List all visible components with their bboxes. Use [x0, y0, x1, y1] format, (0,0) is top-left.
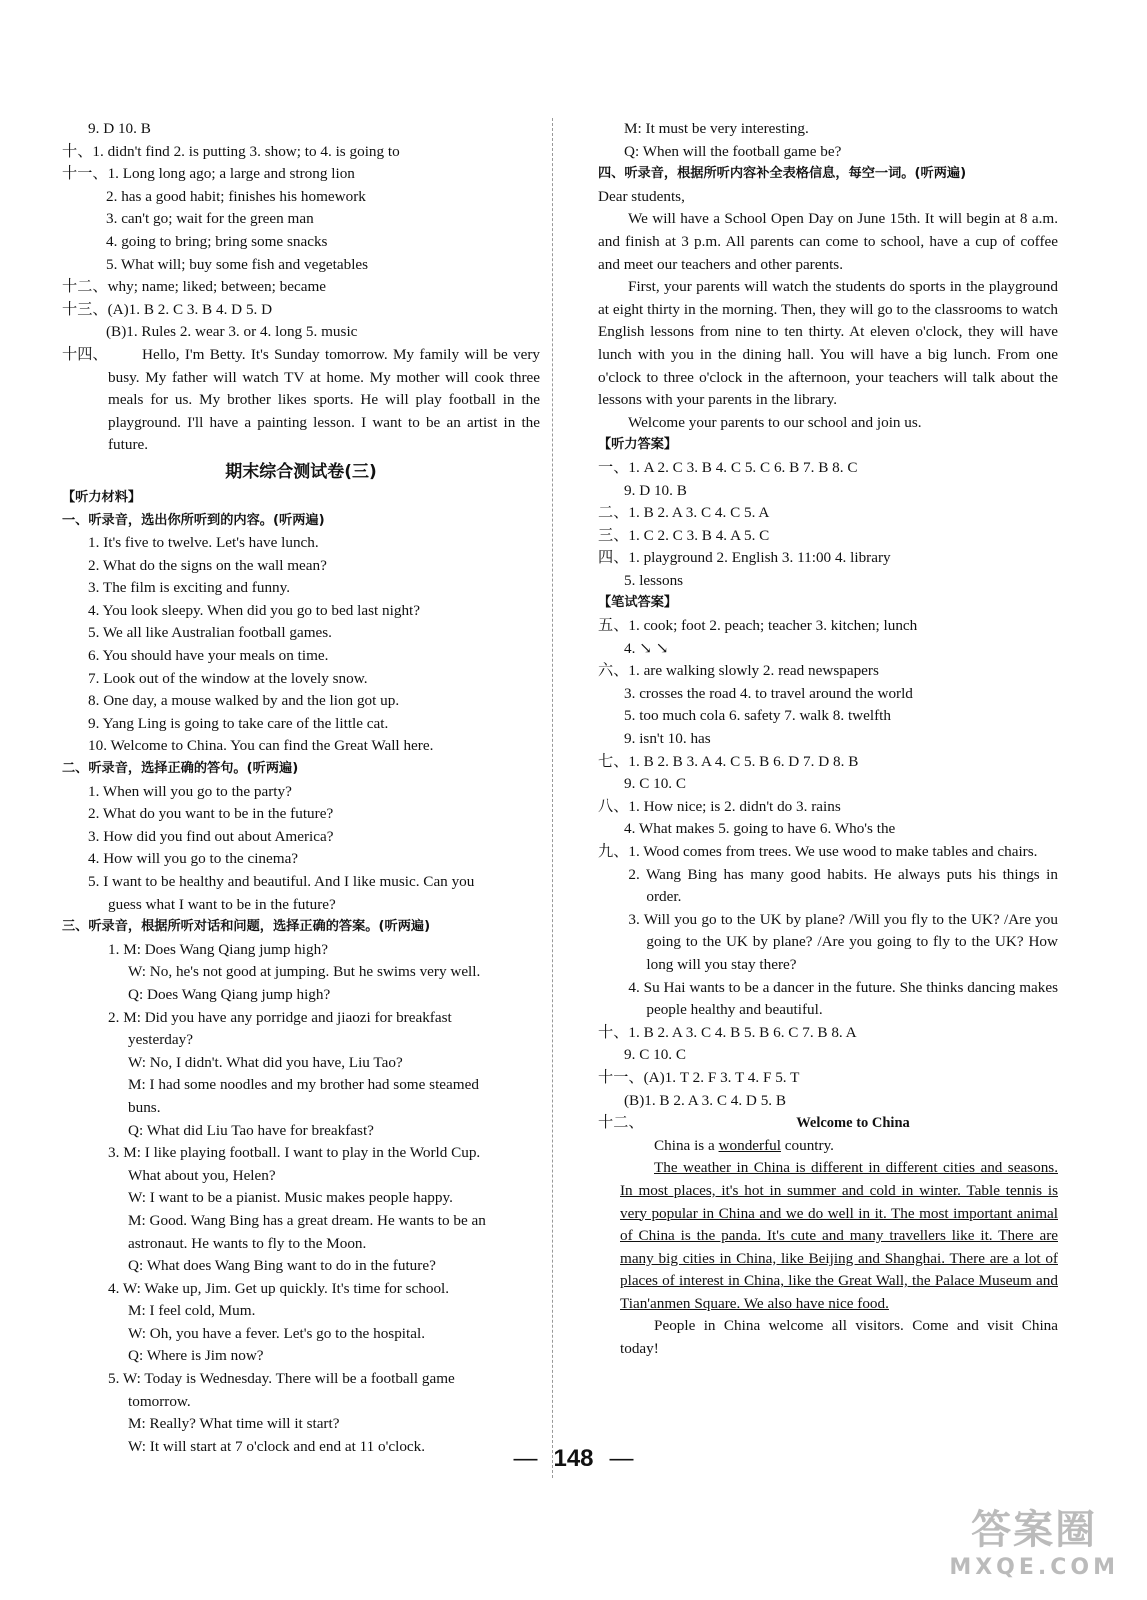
listening-answers-header: 【听力答案】 [598, 437, 678, 453]
essay-body: The weather in China is different in different cities and seasons. In most places, it's hot in summer and cold in winter. Table tennis is very popular in China and we do well in it. The most important animal of China is the panda. It's cute and many travellers like it. There are many big cities in China, like Beijing and Shanghai. There are a lot of places of interest in China, like the Great Wall, the Palace Museum and Tian'anmen Square. We also have nice food. [620, 1159, 1058, 1312]
listening-item: 4. You look sleepy. When did you go to bed last night? [88, 601, 420, 619]
dialogue-line: 4. W: Wake up, Jim. Get up quickly. It's time for school. [108, 1279, 450, 1297]
watermark-url: MXQE.COM [949, 1555, 1119, 1580]
question-14-text: Hello, I'm Betty. It's Sunday tomorrow. My family will be very busy. My father will watch TV at home. My mother will cook three meals for us. My brother likes sports. He will play football in the playground. I'll have a painting lesson. I want to be an artist in the future. [108, 345, 540, 454]
dialogue-line: 2. M: Did you have any porridge and jiaozi for breakfast [108, 1008, 452, 1026]
section-4-header: 四、听录音，根据所听内容补全表格信息，每空一词。(听两遍) [598, 166, 967, 182]
page-dash-left: — [513, 1445, 538, 1472]
sentence-answer: 2. Wang Bing has many good habits. He always puts his things in order. [628, 865, 1058, 906]
watermark-logo-text: 答案圈 [971, 1507, 1098, 1553]
dialogue-line: yesterday? [128, 1031, 193, 1049]
question-14 [62, 344, 540, 457]
answer-line: 5. lessons [624, 571, 684, 589]
answer-line: 六、1. are walking slowly 2. read newspapers [598, 662, 879, 680]
listening-item: 3. How did you find out about America? [88, 827, 334, 845]
listening-material-header: 【听力材料】 [62, 489, 142, 505]
question-12-header [598, 1112, 1058, 1135]
answer-line: 2. has a good habit; finishes his homework [106, 187, 366, 205]
letter-paragraph-3: Welcome your parents to our school and join us. [628, 413, 922, 431]
answer-line: 十一、1. Long long ago; a large and strong lion [62, 165, 355, 183]
dialogue-line: W: No, he's not good at jumping. But he swims very well. [128, 963, 481, 981]
dialogue-line: 3. M: I like playing football. I want to play in the World Cup. [108, 1144, 481, 1162]
answer-line: 十二、why; name; liked; between; became [62, 278, 327, 296]
listening-item: 6. You should have your meals on time. [88, 647, 329, 665]
dialogue-line: W: No, I didn't. What did you have, Liu Tao? [128, 1053, 403, 1071]
listening-item: 4. How will you go to the cinema? [88, 850, 299, 868]
answer-line: (B)1. B 2. A 3. C 4. D 5. B [624, 1091, 787, 1109]
section-2-item-5-line-1: 5. I want to be healthy and beautiful. And I like music. Can you [88, 873, 475, 890]
answer-line: 一、1. A 2. C 3. B 4. C 5. C 6. B 7. B 8. C [598, 458, 858, 476]
page-dash-right: — [609, 1445, 634, 1472]
answer-line: 9. D 10. B [88, 120, 151, 137]
answer-line: 十三、(A)1. B 2. C 3. B 4. D 5. D [62, 300, 273, 318]
answer-line: 二、1. B 2. A 3. C 4. C 5. A [598, 504, 770, 522]
answer-line: 9. D 10. B [624, 481, 687, 499]
listening-item: 3. The film is exciting and funny. [88, 579, 291, 597]
dialogue-line: W: Oh, you have a fever. Let's go to the hospital. [128, 1324, 425, 1342]
answer-line: 5. too much cola 6. safety 7. walk 8. twelfth [624, 707, 891, 725]
section-1-items [62, 532, 540, 758]
listening-item: 2. What do you want to be in the future? [88, 805, 334, 823]
question-12-label: 十二、 [598, 1114, 644, 1132]
dialogue-line: Q: What does Wang Bing want to do in the future? [128, 1257, 436, 1275]
answer-lines-top [62, 118, 540, 344]
dialogue-line: 1. M: Does Wang Qiang jump high? [108, 940, 328, 958]
sentence-answer: 4. Su Hai wants to be a dancer in the future. She thinks dancing makes people healthy and beautiful. [628, 978, 1058, 1019]
answer-line: 三、1. C 2. C 3. B 4. A 5. C [598, 526, 770, 544]
section-3-header: 三、听录音，根据所听对话和问题，选择正确的答案。(听两遍) [62, 919, 431, 935]
dialogue-continuation [598, 118, 1058, 163]
essay-ending: People in China welcome all visitors. Come and visit China today! [620, 1317, 1058, 1358]
dialogue-line: Q: Where is Jim now? [128, 1347, 264, 1365]
answer-line: 七、1. B 2. B 3. A 4. C 5. B 6. D 7. D 8. B [598, 752, 859, 770]
dialogue-line: M: I had some noodles and my brother had some steamed [128, 1076, 479, 1094]
section-2-item-5-line-2: guess what I want to be in the future? [108, 895, 336, 913]
answer-line: 3. crosses the road 4. to travel around the world [624, 684, 913, 702]
dialogue-line: Q: Does Wang Qiang jump high? [128, 985, 331, 1003]
sentence-answer: 3. Will you go to the UK by plane? /Will you fly to the UK? /Are you going to the UK by plane? /Are you going to fly to the UK? How long will you stay there? [628, 910, 1058, 973]
dialogue-line: Q: What did Liu Tao have for breakfast? [128, 1121, 374, 1139]
dialogue-line: astronaut. He wants to fly to the Moon. [128, 1234, 367, 1252]
listening-item: 8. One day, a mouse walked by and the lion got up. [88, 692, 400, 710]
answers-10-11 [598, 1022, 1058, 1112]
letter-paragraph-2: First, your parents will watch the students do sports in the playground at eight thirty in the morning. Then, they will go to the classrooms to watch English lessons from nine to ten thirty. At eleven o'clock, they will have lunch with you in the dining hall. You will have a big lunch. From one o'clock to three o'clock in the afternoon, your teachers will talk about the lessons with your parents in the library. [598, 278, 1058, 409]
essay-first-line [598, 1135, 1058, 1158]
dialogue-line: M: I feel cold, Mum. [128, 1302, 256, 1320]
question-14-label: 十四、 [62, 345, 108, 363]
dialogue-line: W: It will start at 7 o'clock and end at 11 o'clock. [128, 1437, 426, 1455]
answer-line: 4. going to bring; bring some snacks [106, 232, 328, 250]
section-2-header: 二、听录音，选择正确的答句。(听两遍) [62, 761, 299, 777]
essay-underlined-word: wonderful [718, 1136, 781, 1154]
question-9-items [628, 841, 1058, 1022]
written-answers-header: 【笔试答案】 [598, 595, 678, 611]
question-9 [598, 841, 1058, 1022]
answer-line: 4. ↘ ↘ [624, 639, 669, 657]
listening-item: 1. It's five to twelve. Let's have lunch. [88, 534, 319, 552]
answer-line: 9. C 10. C [624, 775, 687, 793]
listening-item: 9. Yang Ling is going to take care of the little cat. [88, 714, 389, 732]
listening-item: 1. When will you go to the party? [88, 782, 292, 800]
left-column [62, 118, 540, 1458]
dialogue-line: W: I want to be a pianist. Music makes people happy. [128, 1189, 453, 1207]
answer-line: 四、1. playground 2. English 3. 11:00 4. library [598, 549, 891, 567]
answer-line: 5. What will; buy some fish and vegetables [106, 255, 369, 273]
answer-line: 4. What makes 5. going to have 6. Who's the [624, 820, 896, 838]
exam-title: 期末综合测试卷(三) [225, 461, 377, 482]
dialogue-line: What about you, Helen? [128, 1166, 276, 1184]
answer-line: 五、1. cook; foot 2. peach; teacher 3. kitchen; lunch [598, 617, 918, 635]
dialogue-line: tomorrow. [128, 1392, 191, 1410]
essay-first-start: China is a [654, 1136, 715, 1154]
section-3-dialogues [62, 939, 540, 1459]
dialogue-line: M: It must be very interesting. [624, 120, 809, 137]
page-number-footer [0, 1445, 1147, 1473]
answer-line: (B)1. Rules 2. wear 3. or 4. long 5. music [106, 323, 358, 341]
listening-item: 2. What do the signs on the wall mean? [88, 556, 327, 574]
answer-line: 9. C 10. C [624, 1046, 687, 1064]
listening-item: 7. Look out of the window at the lovely snow. [88, 669, 368, 687]
sentence-answer: 1. Wood comes from trees. We use wood to make tables and chairs. [628, 843, 1038, 860]
listening-answers [598, 457, 1058, 593]
answer-line: 3. can't go; wait for the green man [106, 210, 314, 228]
section-2-items [62, 781, 540, 871]
dialogue-line: M: Good. Wang Bing has a great dream. He wants to be an [128, 1211, 486, 1229]
right-column [598, 118, 1058, 1361]
letter-greeting: Dear students, [598, 187, 685, 205]
essay-first-end: country. [784, 1136, 834, 1154]
listening-item: 10. Welcome to China. You can find the Great Wall here. [88, 737, 434, 755]
answer-line: 十一、(A)1. T 2. F 3. T 4. F 5. T [598, 1068, 800, 1086]
written-answers [598, 615, 1058, 841]
answer-line: 十、1. B 2. A 3. C 4. B 5. B 6. C 7. B 8. A [598, 1023, 857, 1041]
dialogue-line: M: Really? What time will it start? [128, 1415, 340, 1433]
section-1-header: 一、听录音，选出你所听到的内容。(听两遍) [62, 512, 325, 528]
answer-line: 十、1. didn't find 2. is putting 3. show; to 4. is going to [62, 142, 400, 160]
listening-item: 5. We all like Australian football games. [88, 624, 332, 642]
site-watermark [949, 1498, 1119, 1580]
letter-paragraph-1: We will have a School Open Day on June 15th. It will begin at 8 a.m. and finish at 3 p.m. All parents can come to school, have a cup of coffee and meet our teachers and other parents. [598, 210, 1058, 273]
essay-title: Welcome to China [796, 1115, 910, 1132]
page-number: 148 [553, 1445, 594, 1472]
question-9-label: 九、 [598, 843, 629, 860]
dialogue-line: buns. [128, 1098, 161, 1116]
column-divider [552, 118, 553, 1478]
answer-line: 9. isn't 10. has [624, 730, 711, 748]
dialogue-line: 5. W: Today is Wednesday. There will be a football game [108, 1370, 455, 1388]
dialogue-line: Q: When will the football game be? [624, 142, 842, 160]
answer-line: 八、1. How nice; is 2. didn't do 3. rains [598, 797, 841, 815]
